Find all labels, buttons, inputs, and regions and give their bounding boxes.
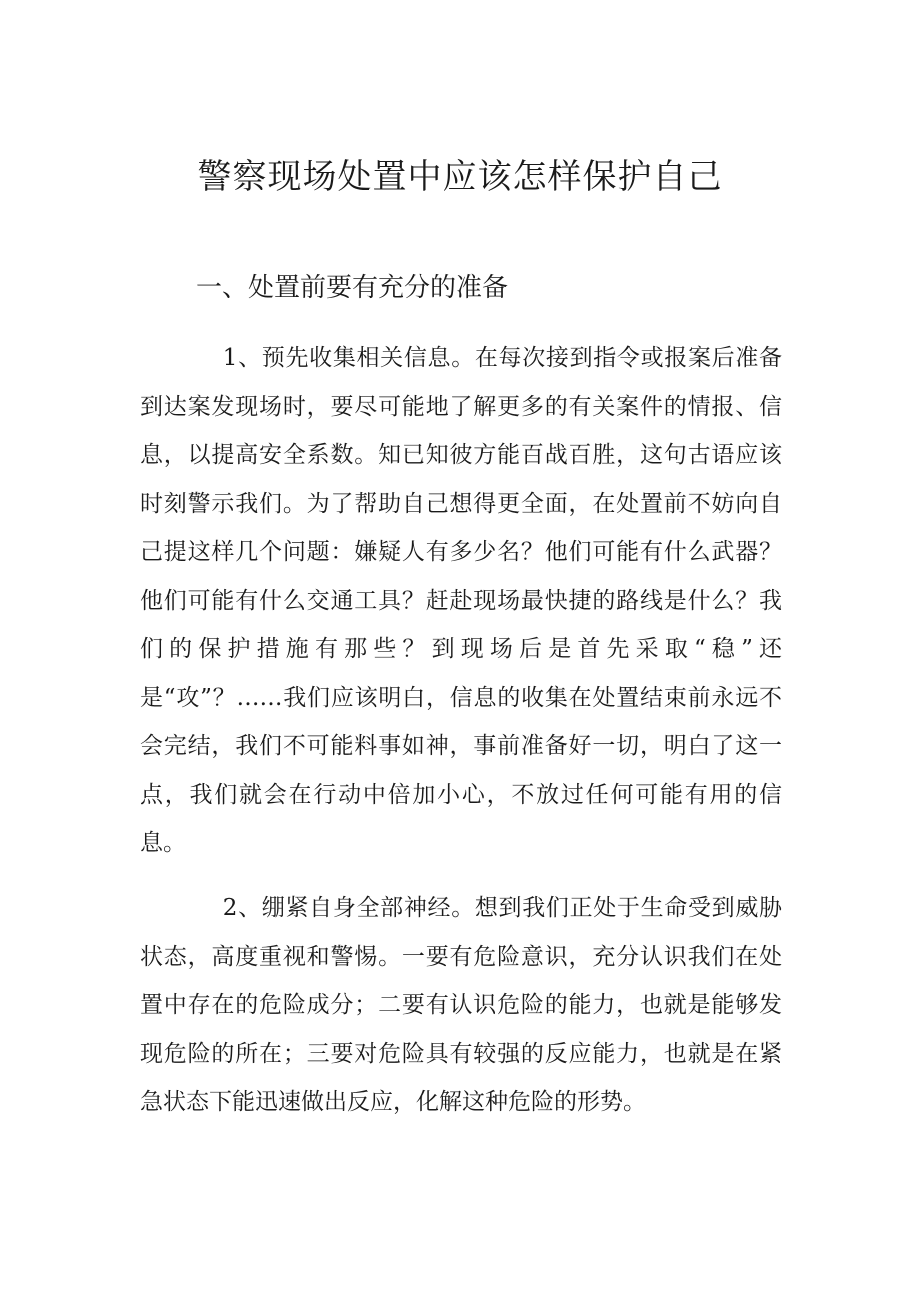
document-title: 警察现场处置中应该怎样保护自己 [197, 157, 723, 197]
paragraph-collect-information: 1、预先收集相关信息。在每次接到指令或报案后准备到达案发现场时，要尽可能地了解更多的有关案件的情报、信息，以提高安全系数。知已知彼方能百战百胜，这句古语应该时刻警示我们。为了帮助自己想得更全面，在处置前不妨向自己提这样几个问题：嫌疑人有多少名？他们可能有什么武器？他们可能有什么交通工具？赶赴现场最快捷的路线是什么？我们的保护措施有那些？到现场后是首先采取“稳”还是“攻”？……我们应该明白，信息的收集在处置结束前永远不会完结，我们不可能料事如神，事前准备好一切，明白了这一点，我们就会在行动中倍加小心，不放过任何可能有用的信息。 [140, 345, 782, 856]
section-heading: 一、处置前要有充分的准备 [196, 273, 509, 303]
paragraph-stay-alert: 2、绷紧自身全部神经。想到我们正处于生命受到威胁状态，高度重视和警惕。一要有危险意识，充分认识我们在处置中存在的危险成分；二要有认识危险的能力，也就是能够发现危险的所在；三要对危险具有较强的反应能力，也就是在紧急状态下能迅速做出反应，化解这种危险的形势。 [140, 895, 782, 1115]
